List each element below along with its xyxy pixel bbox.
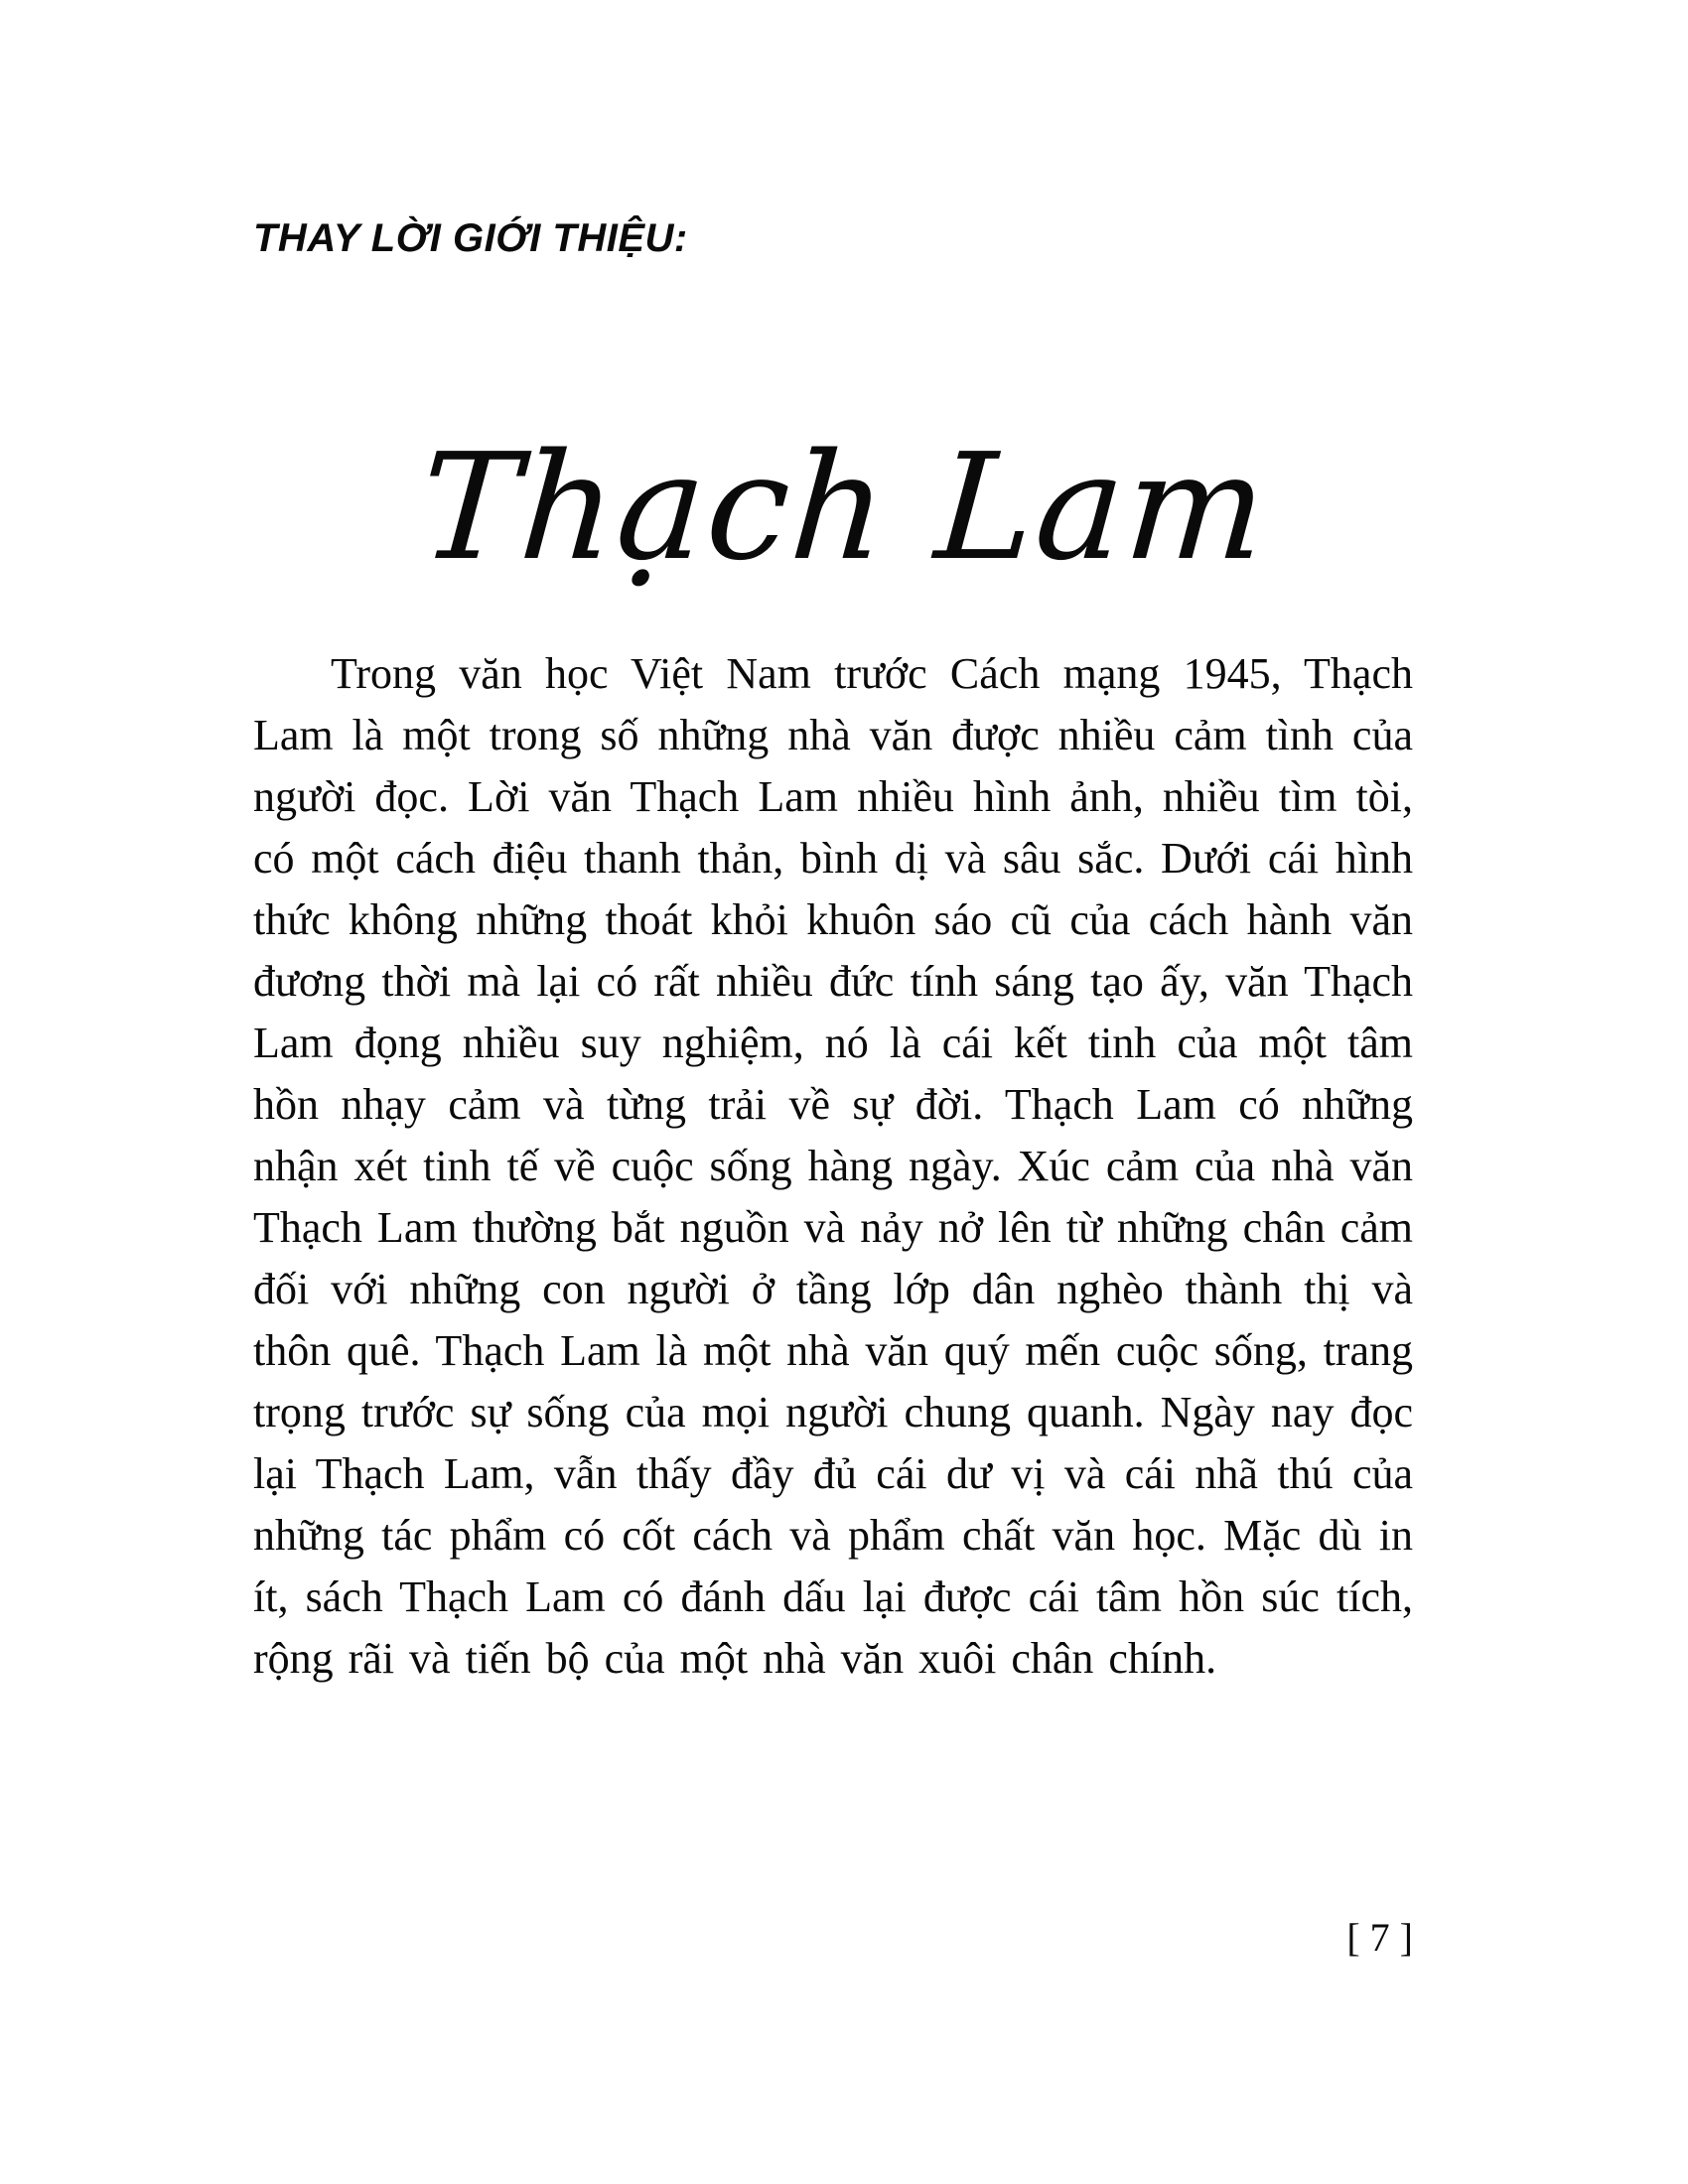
section-header: THAY LỜI GIỚI THIỆU: <box>253 216 688 260</box>
page-number: [ 7 ] <box>1346 1915 1413 1960</box>
body-paragraph: Trong văn học Việt Nam trước Cách mạng 1945, Thạch Lam là một trong số những nhà văn được nhiều cảm tình của người đọc. Lời văn Thạch Lam nhiều hình ảnh, nhiều tìm tòi, có một cách điệu thanh thản, bình dị và sâu sắc. Dưới cái hình thức không những thoát khỏi khuôn sáo cũ của cách hành văn đương thời mà lại có rất nhiều đức tính sáng tạo ấy, văn Thạch Lam đọng nhiều suy nghiệm, nó là cái kết tinh của một tâm hồn nhạy cảm và từng trải về sự đời. Thạch Lam có những nhận xét tinh tế về cuộc sống hàng ngày. Xúc cảm của nhà văn Thạch Lam thường bắt nguồn và nảy nở lên từ những chân cảm đối với những con người ở tầng lớp dân nghèo thành thị và thôn quê. Thạch Lam là một nhà văn quý mến cuộc sống, trang trọng trước sự sống của mọi người chung quanh. Ngày nay đọc lại Thạch Lam, vẫn thấy đầy đủ cái dư vị và cái nhã thú của những tác phẩm có cốt cách và phẩm chất văn học. Mặc dù in ít, sách Thạch Lam có đánh dấu lại được cái tâm hồn súc tích, rộng rãi và tiến bộ của một nhà văn xuôi chân chính. <box>253 649 1414 1683</box>
chapter-title: Thạch Lam <box>414 422 1274 593</box>
